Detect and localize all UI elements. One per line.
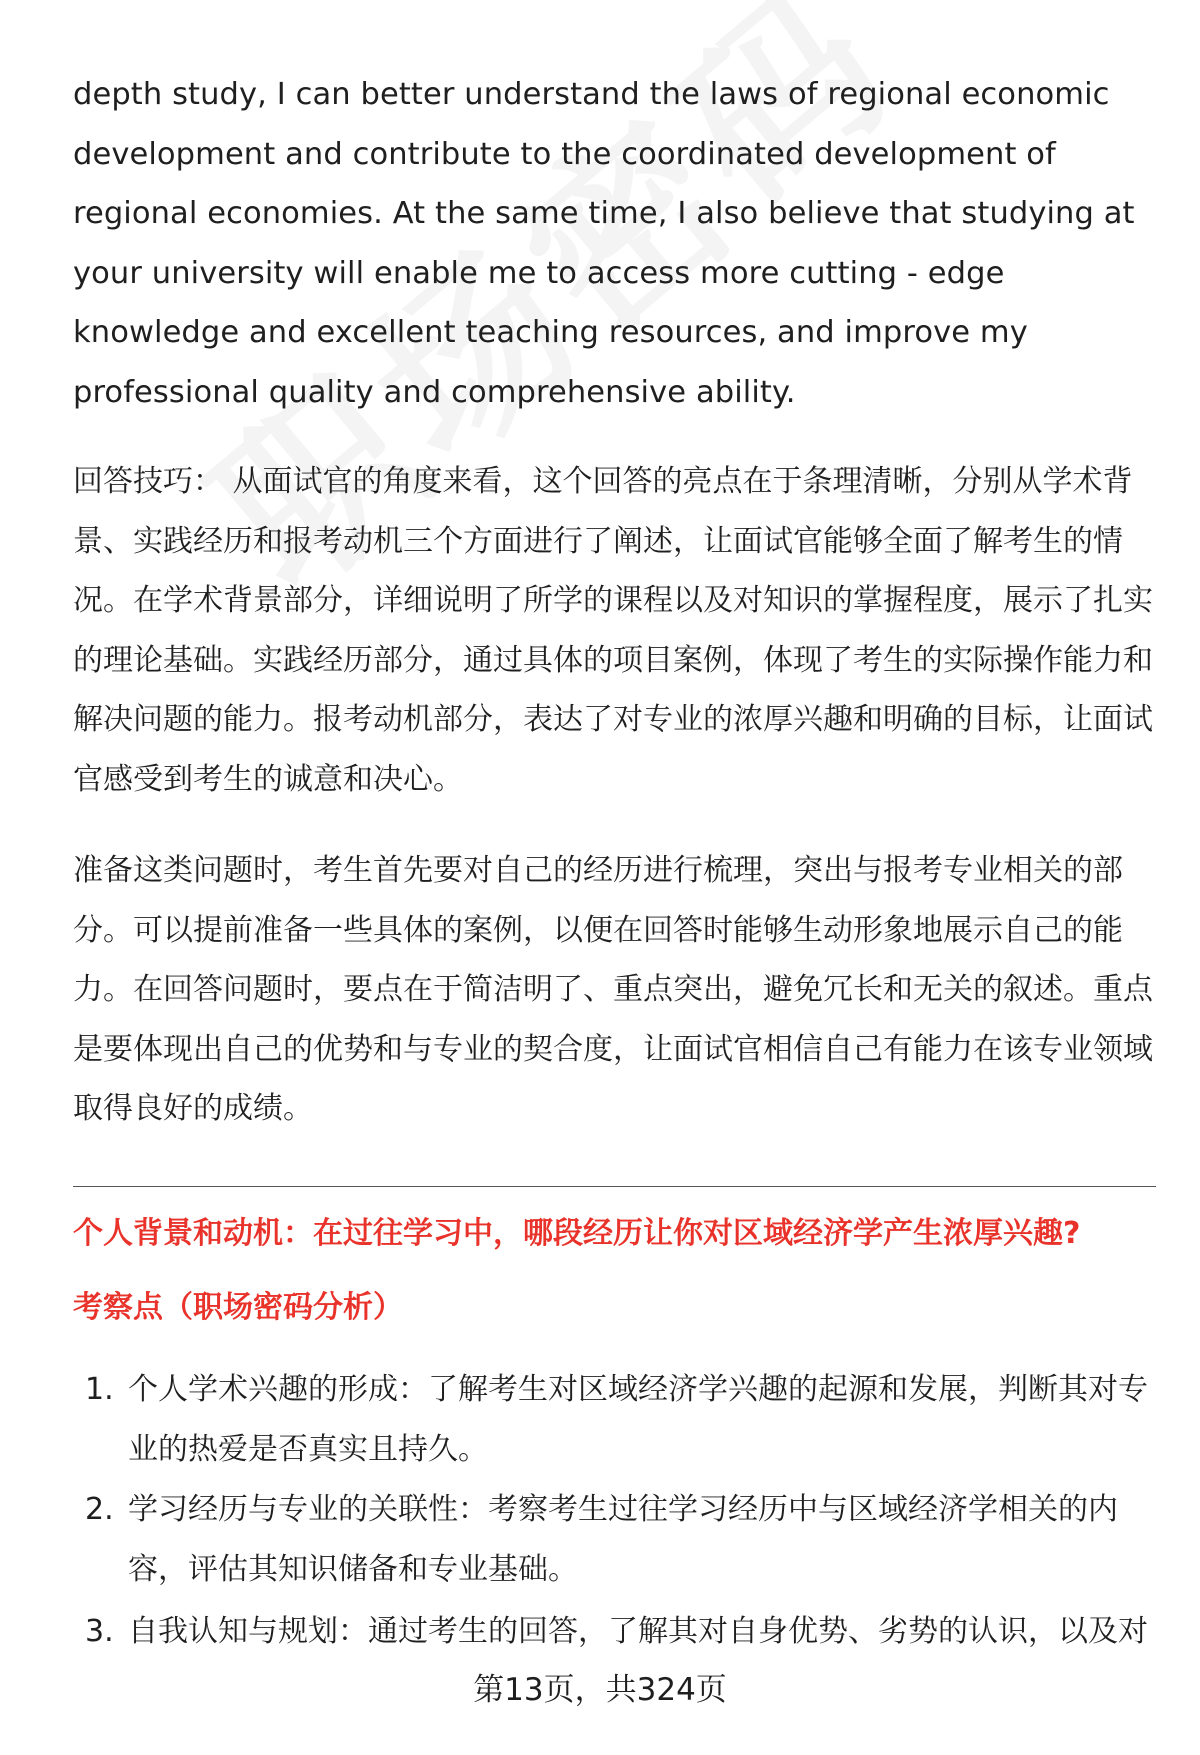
list-item-text: 学习经历与专业的关联性：考察考生过往学习经历中与区域经济学相关的内容，评估其知识储备和专业基础。 [128, 1492, 1118, 1587]
list-item [73, 1480, 1156, 1602]
list-item [73, 1602, 1156, 1662]
list-item-number: 1. [85, 1372, 114, 1407]
answer-tip-paragraph: 回答技巧： 从面试官的角度来看，这个回答的亮点在于条理清晰，分别从学术背景、实践经历和报考动机三个方面进行了阐述，让面试官能够全面了解考生的情况。在学术背景部分，详细说明了所学的课程以及对知识的掌握程度，展示了扎实的理论基础。实践经历部分，通过具体的项目案例，体现了考生的实际操作能力和解决问题的能力。报考动机部分，表达了对专业的浓厚兴趣和明确的目标，让面试官感受到考生的诚意和决心。 [73, 464, 1153, 797]
english-paragraph: depth study, I can better understand the laws of regional economic development and contribute to the coordinated development of regional economies. At the same time, I also believe that studying at your university will enable me to access more cutting - edge knowledge and excellent teaching resources, and improve my professional quality and comprehensive ability. [73, 77, 1135, 410]
assessment-points-heading: 考察点（职场密码分析） [73, 1290, 403, 1325]
page-number-footer: 第13页，共324页 [473, 1672, 727, 1708]
list-item-text: 个人学术兴趣的形成：了解考生对区域经济学兴趣的起源和发展，判断其对专业的热爱是否真实且持久。 [128, 1372, 1148, 1467]
section-divider [73, 1186, 1156, 1187]
list-item-number: 3. [85, 1614, 114, 1649]
list-item-text: 自我认知与规划：通过考生的回答，了解其对自身优势、劣势的认识，以及对 [128, 1614, 1148, 1649]
assessment-points-list [73, 1360, 1156, 1662]
preparation-advice-paragraph: 准备这类问题时，考生首先要对自己的经历进行梳理，突出与报考专业相关的部分。可以提前准备一些具体的案例，以便在回答时能够生动形象地展示自己的能力。在回答问题时，要点在于简洁明了、重点突出，避免冗长和无关的叙述。重点是要体现出自己的优势和与专业的契合度，让面试官相信自己有能力在该专业领域取得良好的成绩。 [73, 853, 1153, 1126]
list-item [73, 1360, 1156, 1480]
question-title: 个人背景和动机：在过往学习中，哪段经历让你对区域经济学产生浓厚兴趣? [73, 1216, 1081, 1251]
list-item-number: 2. [85, 1492, 114, 1527]
